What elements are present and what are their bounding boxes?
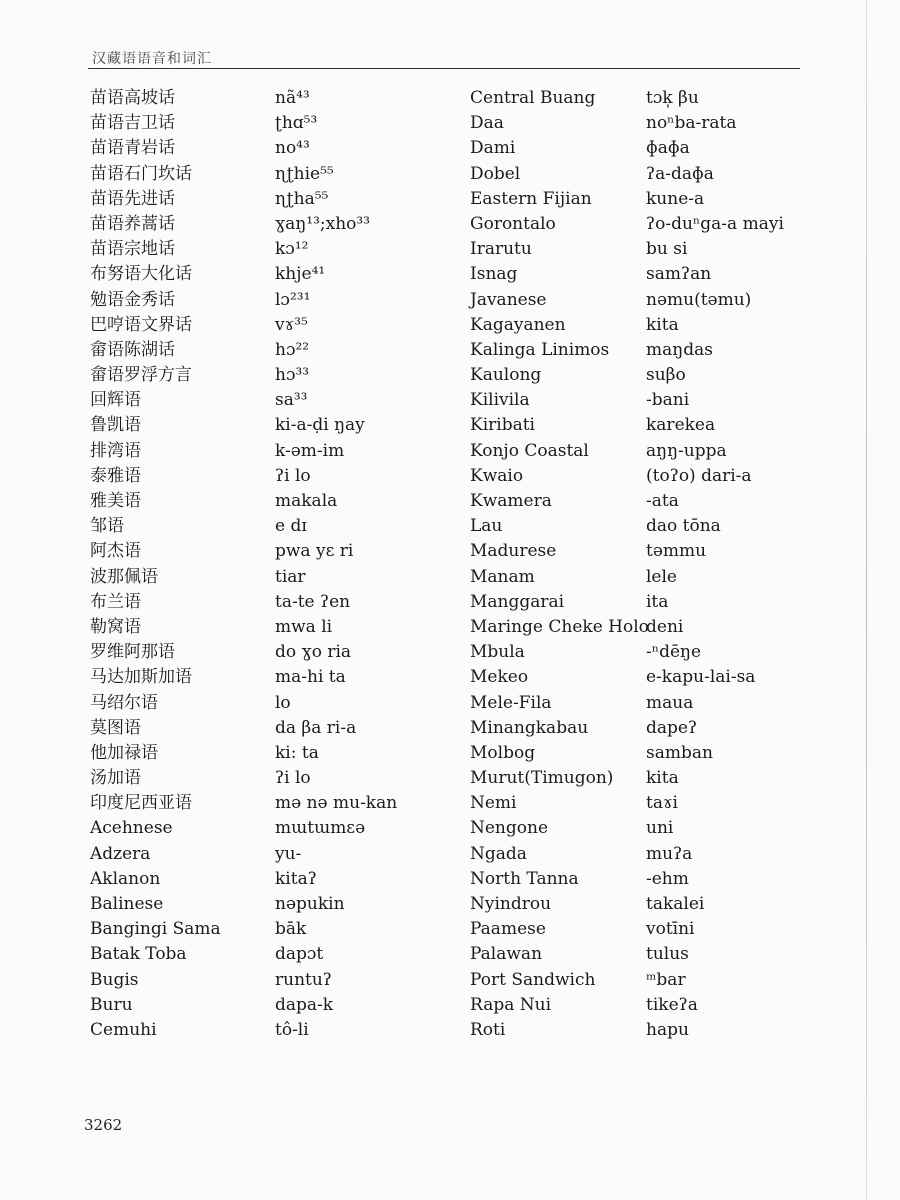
- language-name: Javanese: [470, 289, 547, 310]
- language-name: Mele-Fila: [470, 692, 552, 713]
- language-name: Nemi: [470, 793, 517, 814]
- entry-row: [90, 791, 470, 816]
- entry-row: [470, 86, 870, 111]
- word-form: uni: [646, 818, 674, 839]
- language-name: 苗语青岩话: [90, 138, 175, 159]
- entry-row: [90, 816, 470, 841]
- word-form: ʔi lo: [275, 465, 311, 486]
- entry-row: [90, 162, 470, 187]
- entry-row: [470, 640, 870, 665]
- language-name: 罗维阿那语: [90, 642, 175, 663]
- entry-row: [470, 590, 870, 615]
- language-name: 苗语养蒿话: [90, 213, 175, 234]
- word-form: tɔk̩ βu: [646, 88, 699, 108]
- language-name: 汤加语: [90, 768, 141, 789]
- word-form: ʔi lo: [275, 768, 311, 789]
- entry-row: [470, 514, 870, 539]
- entry-row: [90, 187, 470, 212]
- entry-row: [470, 816, 870, 841]
- word-form: sa³³: [275, 390, 308, 411]
- word-form: lo: [275, 692, 291, 713]
- entry-row: [470, 842, 870, 867]
- word-form: ki-a-ḍi ŋay: [275, 415, 365, 436]
- word-form: kita: [646, 314, 679, 335]
- entry-row: [470, 968, 870, 993]
- word-form: hapu: [646, 1019, 689, 1040]
- language-name: Madurese: [470, 541, 557, 562]
- word-form: mwa li: [275, 616, 333, 637]
- entry-row: [90, 464, 470, 489]
- entry-row: [470, 237, 870, 262]
- word-form: aŋŋ-uppa: [646, 440, 727, 461]
- language-name: Aklanon: [90, 868, 161, 889]
- language-name: Konjo Coastal: [470, 440, 589, 461]
- entry-row: [90, 590, 470, 615]
- language-name: Buru: [90, 994, 133, 1015]
- entry-row: [470, 262, 870, 287]
- language-name: 鲁凯语: [90, 415, 141, 436]
- word-form: runtuʔ: [275, 969, 332, 990]
- language-name: 泰雅语: [90, 465, 141, 486]
- word-form: nəpukin: [275, 894, 345, 914]
- language-name: Kagayanen: [470, 314, 566, 335]
- word-form: bāk: [275, 919, 307, 940]
- entry-row: [470, 942, 870, 967]
- left-column: [90, 86, 470, 1043]
- word-form: lele: [646, 566, 677, 587]
- entry-row: [90, 993, 470, 1018]
- language-name: Nengone: [470, 818, 549, 839]
- word-form: do ɣo ria: [275, 642, 352, 663]
- word-form: no⁴³: [275, 138, 310, 159]
- word-form: makala: [275, 491, 338, 511]
- word-form: ɸaɸa: [646, 138, 690, 159]
- word-form: ta-te ʔen: [275, 591, 351, 612]
- language-name: Maringe Cheke Holo: [470, 616, 649, 637]
- language-name: Roti: [470, 1019, 506, 1040]
- language-name: 波那佩语: [90, 566, 158, 587]
- entry-row: [90, 413, 470, 438]
- language-name: Isnag: [470, 264, 518, 285]
- word-form: nã⁴³: [275, 88, 310, 108]
- word-form: kita: [646, 768, 679, 789]
- word-form: khje⁴¹: [275, 264, 326, 285]
- language-name: Dobel: [470, 163, 521, 184]
- language-name: Kilivila: [470, 390, 530, 411]
- word-form: mə nə mu-kan: [275, 793, 398, 814]
- entry-row: [470, 111, 870, 136]
- entry-row: [90, 86, 470, 111]
- word-form: da βa ri-a: [275, 717, 357, 738]
- language-name: 印度尼西亚语: [90, 793, 192, 814]
- word-form: (toʔo) dari-a: [646, 465, 752, 486]
- word-form: ɳʈhie⁵⁵: [275, 163, 334, 184]
- entry-row: [90, 968, 470, 993]
- word-form: hɔ³³: [275, 365, 310, 386]
- language-name: 他加禄语: [90, 742, 158, 763]
- entry-row: [90, 439, 470, 464]
- language-name: 布努语大化话: [90, 264, 192, 285]
- language-name: 苗语宗地话: [90, 239, 175, 260]
- entry-row: [90, 1018, 470, 1043]
- word-form: pwa yɛ ri: [275, 541, 354, 562]
- word-form: takalei: [646, 894, 705, 914]
- entry-row: [470, 665, 870, 690]
- language-name: Central Buang: [470, 88, 596, 108]
- entry-row: [90, 288, 470, 313]
- entry-row: [90, 917, 470, 942]
- language-name: Eastern Fijian: [470, 188, 592, 209]
- entry-row: [90, 842, 470, 867]
- language-name: Nyindrou: [470, 894, 552, 914]
- entry-row: [470, 212, 870, 237]
- entry-row: [470, 313, 870, 338]
- entry-row: [90, 539, 470, 564]
- word-form: deni: [646, 616, 684, 637]
- language-name: 巴哼语文界话: [90, 314, 192, 335]
- language-name: 邹语: [90, 516, 124, 537]
- page-number: 3262: [84, 1116, 123, 1134]
- word-form: vɤ³⁵: [275, 314, 308, 335]
- language-name: Lau: [470, 516, 503, 537]
- entry-row: [470, 136, 870, 161]
- word-form: k-əm-im: [275, 440, 345, 461]
- language-name: Acehnese: [90, 818, 173, 839]
- word-form: -ata: [646, 491, 679, 511]
- word-form: votīni: [646, 919, 695, 940]
- word-form: samʔan: [646, 264, 712, 285]
- entry-row: [470, 716, 870, 741]
- word-form: ʔo-duⁿga-a mayi: [646, 213, 784, 234]
- word-form: yu-: [275, 843, 302, 864]
- entry-row: [470, 413, 870, 438]
- header-title: 汉藏语语音和词汇: [92, 51, 212, 67]
- word-form: ɳʈha⁵⁵: [275, 188, 329, 209]
- entry-row: [470, 338, 870, 363]
- word-form: ᵐbar: [646, 969, 686, 990]
- language-name: North Tanna: [470, 868, 579, 889]
- language-name: Bugis: [90, 969, 139, 990]
- language-name: Adzera: [90, 843, 151, 864]
- entry-row: [90, 640, 470, 665]
- language-name: Kalinga Linimos: [470, 339, 610, 360]
- word-form: suβo: [646, 365, 686, 386]
- entry-row: [90, 136, 470, 161]
- language-name: Kaulong: [470, 365, 542, 386]
- entry-row: [470, 439, 870, 464]
- language-name: Palawan: [470, 944, 543, 965]
- entry-row: [90, 766, 470, 791]
- entry-row: [470, 917, 870, 942]
- language-name: Kwaio: [470, 465, 524, 486]
- entry-row: [470, 565, 870, 590]
- entry-row: [90, 237, 470, 262]
- entry-row: [470, 1018, 870, 1043]
- entry-row: [470, 363, 870, 388]
- word-form: ɣaŋ¹³;xho³³: [275, 213, 371, 234]
- language-name: Cemuhi: [90, 1019, 157, 1040]
- entry-row: [90, 565, 470, 590]
- entry-row: [470, 288, 870, 313]
- word-form: hɔ²²: [275, 339, 310, 360]
- language-name: Mekeo: [470, 667, 529, 688]
- word-form: maua: [646, 692, 694, 713]
- entry-row: [470, 892, 870, 917]
- word-form: -ⁿdēŋe: [646, 642, 702, 663]
- language-name: 勉语金秀话: [90, 289, 175, 310]
- language-name: Balinese: [90, 894, 164, 914]
- entry-row: [90, 262, 470, 287]
- language-name: Kwamera: [470, 491, 552, 511]
- entry-row: [470, 791, 870, 816]
- entry-row: [90, 338, 470, 363]
- word-form: noⁿba-rata: [646, 113, 737, 134]
- word-form: ki: ta: [275, 742, 319, 763]
- word-form: kune-a: [646, 188, 705, 209]
- language-name: 排湾语: [90, 440, 141, 461]
- language-name: Batak Toba: [90, 944, 187, 965]
- language-name: 阿杰语: [90, 541, 141, 562]
- language-name: 布兰语: [90, 591, 141, 612]
- entry-row: [470, 388, 870, 413]
- language-name: Molbog: [470, 742, 536, 763]
- word-form: ma-hi ta: [275, 667, 346, 688]
- word-form: nəmu(təmu): [646, 289, 752, 310]
- entry-row: [470, 867, 870, 892]
- entry-row: [90, 942, 470, 967]
- word-form: -ehm: [646, 868, 689, 889]
- word-form: bu si: [646, 239, 688, 260]
- entry-row: [470, 993, 870, 1018]
- entry-row: [90, 665, 470, 690]
- entry-row: [470, 615, 870, 640]
- language-name: Ngada: [470, 843, 527, 864]
- language-name: 苗语高坡话: [90, 88, 175, 108]
- word-form: e dɪ: [275, 516, 307, 537]
- language-name: Irarutu: [470, 239, 532, 260]
- word-form: dao tōna: [646, 516, 721, 537]
- language-name: 雅美语: [90, 491, 141, 511]
- entry-row: [470, 539, 870, 564]
- word-form: lɔ²³¹: [275, 289, 311, 310]
- word-form: tô-li: [275, 1019, 309, 1040]
- word-form: -bani: [646, 390, 690, 411]
- word-form: kɔ¹²: [275, 239, 309, 260]
- entry-row: [90, 867, 470, 892]
- entry-row: [470, 741, 870, 766]
- entry-row: [470, 691, 870, 716]
- entry-row: [90, 892, 470, 917]
- entry-row: [470, 489, 870, 514]
- running-header: [88, 44, 800, 69]
- entry-row: [470, 464, 870, 489]
- language-name: Paamese: [470, 919, 546, 940]
- entry-row: [470, 162, 870, 187]
- language-name: 勒窝语: [90, 616, 141, 637]
- language-name: Manggarai: [470, 591, 565, 612]
- entry-row: [90, 212, 470, 237]
- language-name: Mbula: [470, 642, 525, 663]
- word-form: ʈhɑ⁵³: [275, 113, 318, 134]
- word-form: tulus: [646, 944, 689, 965]
- word-form: təmmu: [646, 541, 707, 562]
- word-form: dapeʔ: [646, 717, 698, 738]
- entry-row: [90, 111, 470, 136]
- word-form: kitaʔ: [275, 868, 317, 889]
- book-spine-shadow: [866, 0, 867, 1200]
- language-name: 莫图语: [90, 717, 141, 738]
- right-column: [470, 86, 870, 1043]
- entry-row: [90, 615, 470, 640]
- word-form: e-kapu-lai-sa: [646, 667, 756, 688]
- entry-row: [470, 187, 870, 212]
- word-form: ita: [646, 591, 669, 612]
- word-form: tiar: [275, 566, 306, 587]
- word-form: mɯtɯmɛə: [275, 818, 366, 839]
- word-form: muʔa: [646, 843, 693, 864]
- language-name: Gorontalo: [470, 213, 556, 234]
- entry-row: [90, 716, 470, 741]
- word-form: karekea: [646, 415, 716, 436]
- entry-row: [90, 363, 470, 388]
- entry-row: [90, 388, 470, 413]
- word-form: dapɔt: [275, 944, 324, 965]
- language-name: Bangingi Sama: [90, 919, 221, 940]
- word-form: taɤi: [646, 793, 678, 814]
- language-name: 畲语罗浮方言: [90, 365, 192, 386]
- word-form: samban: [646, 742, 713, 763]
- language-name: Rapa Nui: [470, 994, 552, 1015]
- language-name: Minangkabau: [470, 717, 589, 738]
- language-name: 苗语石门坎话: [90, 163, 192, 184]
- language-name: Murut(Timugon): [470, 768, 614, 789]
- entry-row: [470, 766, 870, 791]
- language-name: 马达加斯加语: [90, 667, 192, 688]
- word-form: maŋdas: [646, 339, 713, 360]
- entry-row: [90, 489, 470, 514]
- entry-row: [90, 691, 470, 716]
- language-name: Port Sandwich: [470, 969, 596, 990]
- language-name: 马绍尔语: [90, 692, 158, 713]
- language-name: Kiribati: [470, 415, 535, 436]
- entry-row: [90, 741, 470, 766]
- word-form: ʔa-daɸa: [646, 163, 714, 184]
- language-name: 苗语先进话: [90, 188, 175, 209]
- entry-row: [90, 514, 470, 539]
- entry-row: [90, 313, 470, 338]
- language-name: Manam: [470, 566, 535, 587]
- language-name: Dami: [470, 138, 516, 159]
- language-name: 苗语吉卫话: [90, 113, 175, 134]
- language-name: 回辉语: [90, 390, 141, 411]
- language-name: 畲语陈湖话: [90, 339, 175, 360]
- word-form: tikeʔa: [646, 994, 698, 1015]
- word-form: dapa-k: [275, 994, 334, 1015]
- language-name: Daa: [470, 113, 504, 134]
